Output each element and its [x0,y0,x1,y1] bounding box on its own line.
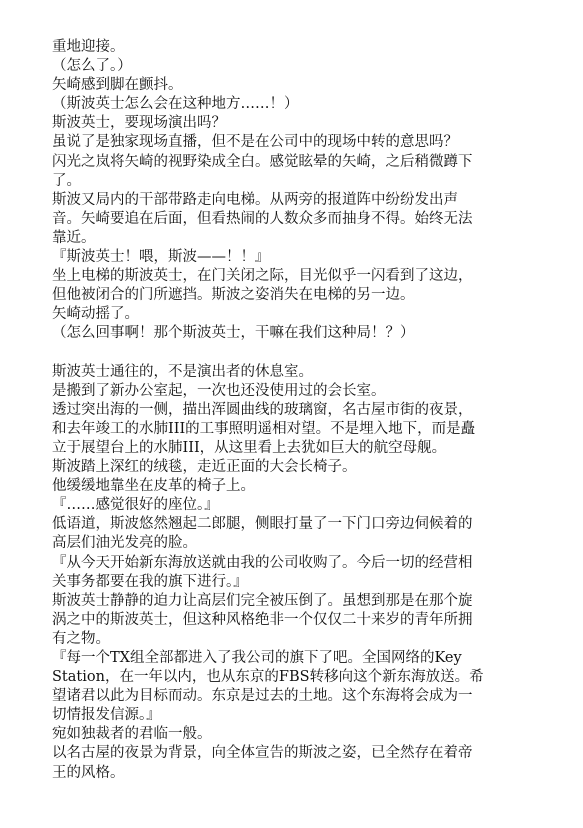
text-line: （怎么回事啊！那个斯波英士，干嘛在我们这种局！？） [52,325,415,342]
text-line: 『每一个TX组全部都进入了我公司的旗下了吧。全国网络的Key [52,650,462,666]
text-line: 高层们油光发亮的脸。 [52,535,197,552]
text-line: （斯波英士怎么会在这种地方……！） [52,96,299,113]
text-line: 以名古屋的夜景为背景，向全体宣告的斯波之姿，已全然存在着帝 [52,745,473,762]
text-line: 了。 [52,172,81,189]
text-line: 斯波英士，要现场演出吗？ [52,115,226,132]
text-line: 矢崎动摇了。 [52,306,139,323]
text-line: 低语道，斯波悠然翘起二郎腿，侧眼打量了一下门口旁边伺候着的 [52,516,473,533]
text-line: 『……感觉很好的座位。』 [52,497,219,514]
text-line: 有之物。 [52,630,110,647]
text-line: 斯波又局内的干部带路走向电梯。从两旁的报道阵中纷纷发出声 [52,191,458,208]
text-line: 闪光之岚将矢崎的视野染成全白。感觉眩晕的矢崎，之后稍微蹲下 [52,153,473,170]
text-line: 关事务都要在我的旗下进行。』 [52,573,248,590]
blank-line [52,344,543,363]
text-line: 望诸君以此为目标而动。东京是过去的土地。这个东海将会成为一 [52,688,473,705]
text-line: 靠近。 [52,229,96,246]
text-line: 他缓缓地靠坐在皮革的椅子上。 [52,478,255,495]
text-line: 斯波英士静静的迫力让高层们完全被压倒了。虽想到那是在那个旋 [52,592,473,609]
text-line: 立于展望台上的水肺III，从这里看上去犹如巨大的航空母舰。 [52,439,447,456]
text-line: 透过突出海的一侧，描出浑圆曲线的玻璃窗，名古屋市街的夜景， [52,401,473,418]
text-line: 『斯波英士！喂，斯波——！！』 [52,249,270,266]
text-line: 斯波英士通往的，不是演出者的休息室。 [52,363,313,380]
text-line: Station，在一年以内，也从东京的FBS转移向这个新东海放送。希 [52,669,484,686]
text-line: 『从今天开始新东海放送就由我的公司收购了。今后一切的经营相 [52,554,473,571]
text-line: 但他被闭合的门所遮挡。斯波之姿消失在电梯的另一边。 [52,287,415,304]
text-line: 斯波踏上深红的绒毯，走近正面的大会长椅子。 [52,459,357,476]
text-line: 切情报发信源。』 [52,707,161,724]
text-line: 虽说了是独家现场直播，但不是在公司中的现场中转的意思吗？ [52,134,458,151]
novel-text-body [52,38,543,783]
text-line: 音。矢崎要追在后面，但看热闹的人数众多而抽身不得。始终无法 [52,210,473,227]
text-line: 是搬到了新办公室起，一次也还没使用过的会长室。 [52,382,386,399]
text-line: 坐上电梯的斯波英士，在门关闭之际，目光似乎一闪看到了这边， [52,268,473,285]
text-line: 矢崎感到脚在颤抖。 [52,77,183,94]
text-line: 涡之中的斯波英士，但这种风格绝非一个仅仅二十来岁的青年所拥 [52,611,473,628]
text-line: 王的风格。 [52,764,125,781]
text-line: 宛如独裁者的君临一般。 [52,726,212,743]
text-line: （怎么了。） [52,58,132,75]
text-line: 重地迎接。 [52,39,125,55]
text-line: 和去年竣工的水肺III的工事照明遥相对望。不是埋入地下，而是矗 [52,420,476,437]
